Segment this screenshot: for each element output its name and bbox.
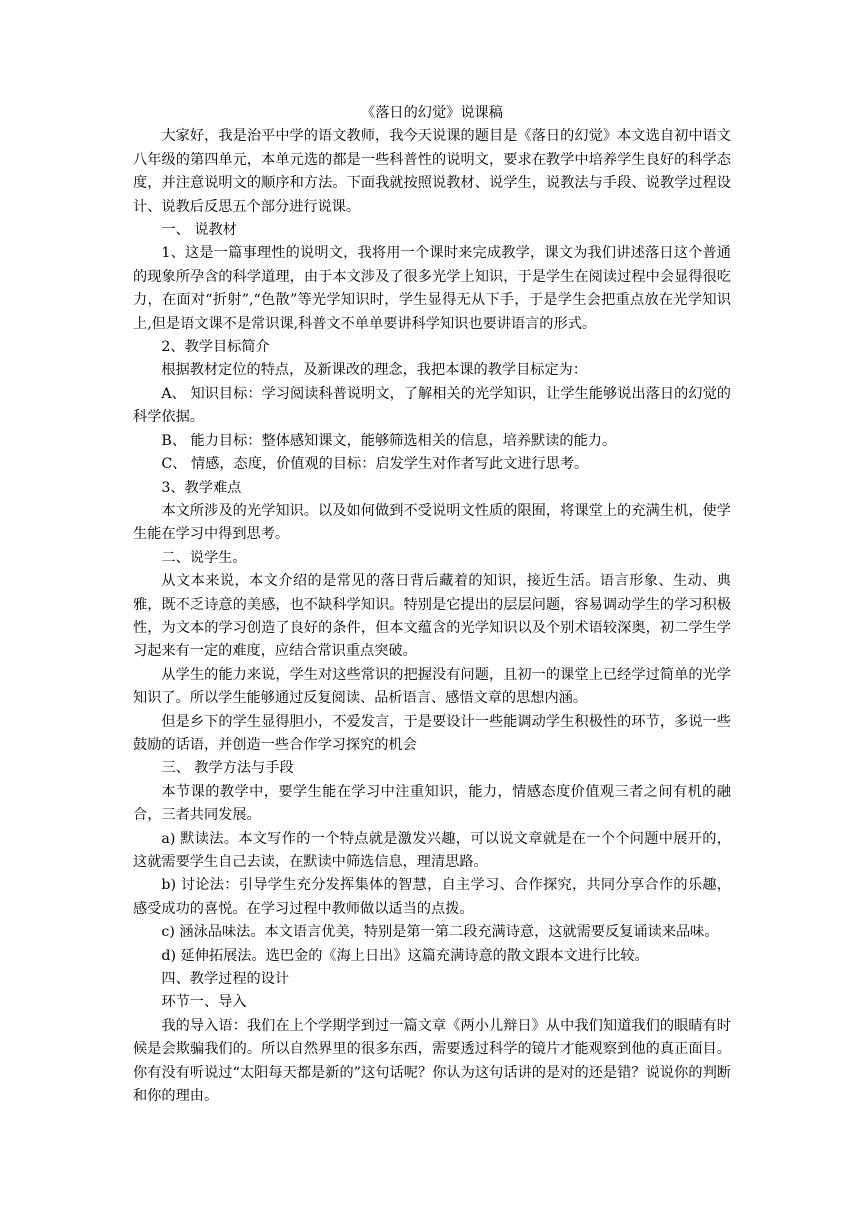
students-paragraph-ability: 从学生的能力来说，学生对这些常识的把握没有问题，且初一的课堂上已经学过简单的光学知识了。所以学生能够通过反复阅读、品析语言、感悟文章的思想内涵。 — [133, 666, 731, 707]
method-silent-reading: a) 默读法。本文写作的一个特点就是激发兴趣，可以说文章就是在一个个问题中展开的，这就需要学生自己去读，在默读中筛选信息，理清思路。 — [133, 830, 731, 870]
section-heading-textbook: 一、 说教材 — [161, 222, 237, 239]
methods-intro: 本节课的教学中，要学生能在学习中注重知识，能力，情感态度价值观三者之间有机的融合，三者共同发展。 — [133, 783, 731, 824]
method-discussion: b) 讨论法：引导学生充分发挥集体的智慧，自主学习、合作探究，共同分享合作的乐趣，感受成功的喜悦。在学习过程中教师做以适当的点拨。 — [133, 877, 731, 917]
subheading-difficulty: 3、教学难点 — [161, 479, 242, 496]
students-paragraph-text: 从文本来说，本文介绍的是常见的落日背后藏着的知识，接近生活。语言形象、生动、典雅，既不乏诗意的美感，也不缺科学知识。特别是它提出的层层问题，容易调动学生的学习积极性，为文本的学习创造了良好的条件，但本文蕴含的光学知识以及个别术语较深奥，初二学生学习起来有一定的难度，应结合常识重点突破。 — [133, 573, 731, 660]
method-extension: d) 延伸拓展法。选巴金的《海上日出》这篇充满诗意的散文跟本文进行比较。 — [161, 947, 649, 964]
intro-speech-paragraph: 我的导入语：我们在上个学期学到过一篇文章《两小儿辩日》从中我们知道我们的眼睛有时候是会欺骗我们的。所以自然界里的很多东西，需要透过科学的镜片才能观察到他的真正面目。你有没有听说过“太阳每天都是新的”这句话呢？你认为这句话讲的是对的还是错？说说你的判断和你的理由。 — [133, 1017, 731, 1105]
objective-knowledge: A、 知识目标：学习阅读科普说明文，了解相关的光学知识，让学生能够说出落日的幻觉的科学依据。 — [133, 385, 731, 426]
document-body — [133, 102, 731, 1108]
method-savoring: c) 涵泳品味法。本文语言优美，特别是第一第二段充满诗意，这就需要反复诵读来品味。 — [161, 924, 719, 941]
document-title: 《落日的幻觉》说课稿 — [361, 105, 503, 121]
textbook-paragraph: 1、这是一篇事理性的说明文，我将用一个课时来完成教学，课文为我们讲述落日这个普通的现象所孕含的科学道理，由于本文涉及了很多光学上知识，于是学生在阅读过程中会显得很吃力，在面对“折射”,“色散”等光学知识时，学生显得无从下手，于是学生会把重点放在光学知识上,但是语文课不是常识课,科普文不单单要讲科学知识也要讲语言的形式。 — [133, 245, 731, 332]
section-heading-process: 四、教学过程的设计 — [161, 971, 290, 988]
section-heading-students: 二、说学生。 — [161, 549, 247, 566]
intro-paragraph: 大家好，我是治平中学的语文教师，我今天说课的题目是《落日的幻觉》本文选自初中语文八年级的第四单元，本单元选的都是一些科普性的说明文，要求在教学中培养学生良好的科学态度，并注意说明文的顺序和方法。下面我就按照说教材、说学生，说教法与手段、说教学过程设计、说教后反思五个部分进行说课。 — [133, 128, 731, 215]
objective-emotion: C、 情感，态度，价值观的目标：启发学生对作者写此文进行思考。 — [161, 456, 589, 473]
subheading-step-one: 环节一、导入 — [161, 994, 247, 1011]
objective-ability: B、 能力目标：整体感知课文，能够筛选相关的信息，培养默读的能力。 — [161, 432, 617, 449]
objectives-intro: 根据教材定位的特点，及新课改的理念，我把本课的教学目标定为： — [161, 362, 588, 379]
students-paragraph-shy: 但是乡下的学生显得胆小，不爱发言，于是要设计一些能调动学生积极性的环节，多说一些鼓励的话语，并创造一些合作学习探究的机会 — [133, 713, 731, 753]
subheading-objectives: 2、教学目标简介 — [161, 339, 270, 356]
section-heading-methods: 三、 教学方法与手段 — [161, 760, 294, 777]
difficulty-paragraph: 本文所涉及的光学知识。以及如何做到不受说明文性质的限囿，将课堂上的充满生机，使学生能在学习中得到思考。 — [133, 502, 731, 543]
